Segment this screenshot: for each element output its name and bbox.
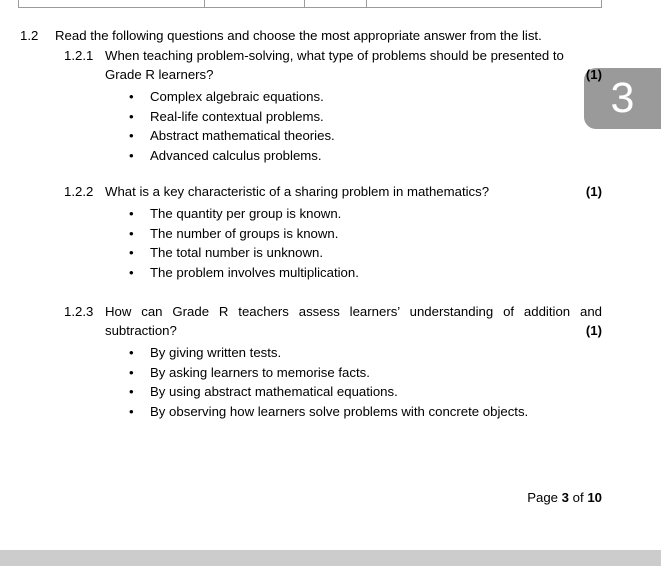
table-cell <box>205 0 305 7</box>
table-cell <box>367 0 601 7</box>
section-instruction-text: Read the following questions and choose the most appropriate answer from the list. <box>55 28 542 43</box>
question-block <box>0 182 661 282</box>
option-list <box>0 204 661 282</box>
option-text: The total number is unknown. <box>150 245 323 260</box>
question-marks: (1) <box>585 323 602 338</box>
page-footer <box>0 489 602 506</box>
question-block <box>0 46 661 165</box>
option-text: By using abstract mathematical equations. <box>150 384 398 399</box>
list-item[interactable] <box>0 224 661 244</box>
question-text: What is a key characteristic of a sharing problem in mathematics? <box>105 184 490 199</box>
truncated-table <box>18 0 602 8</box>
bullet-icon: • <box>129 108 134 124</box>
option-text: Abstract mathematical theories. <box>150 128 335 143</box>
footer-prefix: Page <box>527 490 562 505</box>
list-item[interactable] <box>0 107 661 127</box>
bullet-icon: • <box>129 403 134 419</box>
list-item[interactable] <box>0 126 661 146</box>
list-item[interactable] <box>0 204 661 224</box>
option-text: By giving written tests. <box>150 345 282 360</box>
option-list <box>0 87 661 165</box>
table-cell <box>19 0 205 7</box>
option-text: Real-life contextual problems. <box>150 108 324 124</box>
section-number: 1.2 <box>20 28 39 43</box>
option-text: The number of groups is known. <box>150 225 339 241</box>
bullet-icon: • <box>129 147 134 163</box>
question-number: 1.2.1 <box>64 48 94 63</box>
section-instruction <box>0 27 661 45</box>
list-item[interactable] <box>0 343 661 363</box>
question-marks: (1) <box>585 67 602 82</box>
footer-total-pages: 10 <box>587 490 602 505</box>
question-stem <box>0 182 661 201</box>
question-stem <box>0 46 661 84</box>
page-break-gap <box>0 550 661 566</box>
mark-badge: 3 <box>584 68 661 129</box>
bullet-icon: • <box>129 345 134 360</box>
question-text: When teaching problem-solving, what type of problems should be presented to Grade R learners? <box>105 48 564 82</box>
list-item[interactable] <box>0 87 661 107</box>
bullet-icon: • <box>129 128 134 143</box>
question-number: 1.2.3 <box>64 304 94 319</box>
bullet-icon: • <box>129 364 134 380</box>
list-item[interactable] <box>0 243 661 263</box>
option-text: The problem involves multiplication. <box>150 264 359 280</box>
table-row <box>18 0 602 8</box>
bullet-icon: • <box>129 384 134 399</box>
question-stem <box>0 302 661 340</box>
option-list <box>0 343 661 421</box>
table-cell <box>305 0 367 7</box>
option-text: Advanced calculus problems. <box>150 147 322 163</box>
list-item[interactable] <box>0 263 661 283</box>
footer-middle: of <box>569 490 588 505</box>
list-item[interactable] <box>0 382 661 402</box>
list-item[interactable] <box>0 146 661 166</box>
bullet-icon: • <box>129 264 134 280</box>
footer-current-page: 3 <box>561 490 569 505</box>
option-text: By asking learners to memorise facts. <box>150 364 370 380</box>
bullet-icon: • <box>129 89 134 104</box>
question-block <box>0 302 661 421</box>
question-text: How can Grade R teachers assess learners’ understanding of addition and subtraction? <box>105 304 602 338</box>
option-text: The quantity per group is known. <box>150 206 342 221</box>
list-item[interactable] <box>0 363 661 383</box>
bullet-icon: • <box>129 245 134 260</box>
bullet-icon: • <box>129 225 134 241</box>
option-text: Complex algebraic equations. <box>150 89 324 104</box>
option-text: By observing how learners solve problems with concrete objects. <box>150 403 529 419</box>
bullet-icon: • <box>129 206 134 221</box>
question-marks: (1) <box>585 184 602 199</box>
question-number: 1.2.2 <box>64 184 94 199</box>
list-item[interactable] <box>0 402 661 422</box>
